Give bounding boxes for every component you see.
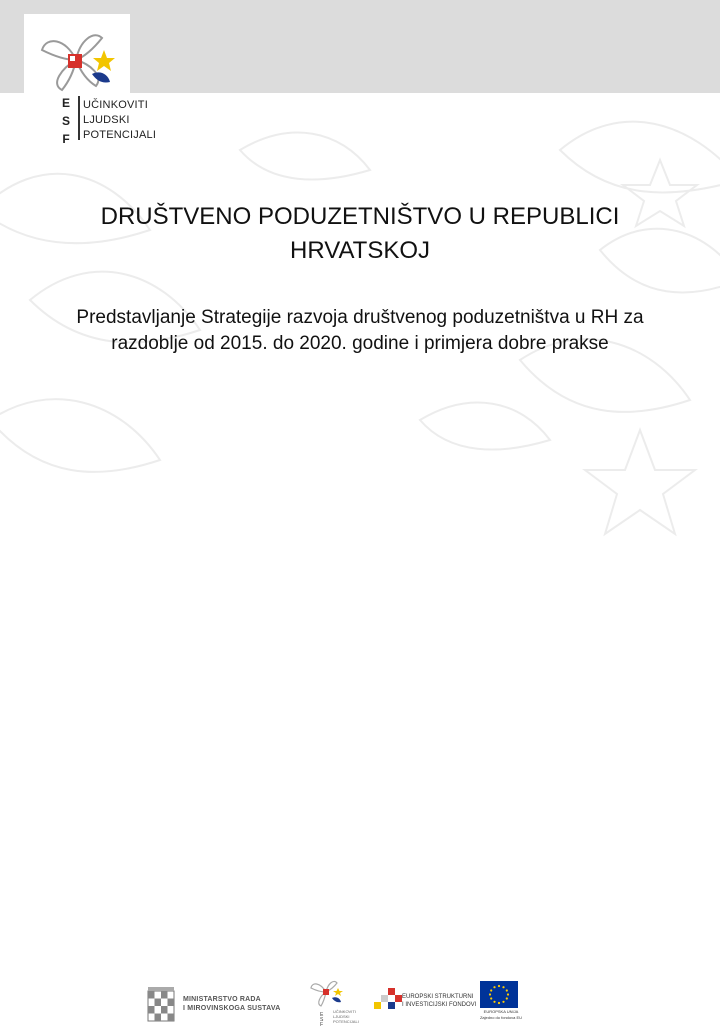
esf-small-word-1: UČINKOVITI [333, 1009, 356, 1014]
esf-word-2: LJUDSKI [83, 114, 130, 126]
eu-caption [473, 1009, 529, 1021]
svg-text:F: F [320, 1022, 324, 1028]
esf-word-1: UČINKOVITI [83, 99, 148, 111]
esf-small-words [333, 1009, 359, 1024]
esf-small-word-2: LJUDSKI [333, 1014, 350, 1019]
svg-text:S: S [320, 1017, 324, 1023]
eu-flag-icon [480, 981, 518, 1008]
esf-divider [78, 96, 80, 140]
svg-text:E: E [320, 1012, 324, 1018]
ministry-line-2: I MIROVINSKOGA SUSTAVA [183, 1005, 281, 1012]
esf-letters [60, 94, 72, 148]
footer-logos [0, 488, 720, 1028]
esf-word-3: POTENCIJALI [83, 129, 157, 141]
esf-letter-e: E [61, 96, 70, 110]
slide-title: DRUŠTVENO PODUZETNIŠTVO U REPUBLICI HRVATSKOJ [100, 203, 620, 264]
eu-caption-line-2: Zajedno do fondova EU [479, 1015, 523, 1020]
ministry-line-1: MINISTARSTVO RADA [183, 996, 261, 1003]
ministry-name [183, 995, 280, 1013]
eu-funds-line-1: EUROPSKI STRUKTURNI [402, 994, 474, 1000]
eu-funds-name [402, 993, 476, 1009]
esf-small-word-3: POTENCIJALI [333, 1019, 359, 1024]
eu-caption-line-1: EUROPSKA UNIJA [483, 1009, 519, 1014]
esf-letter-s: S [61, 114, 70, 128]
esf-flower-icon [36, 28, 120, 92]
slide-subtitle: Predstavljanje Strategije razvoja društvenog poduzetništva u RH za razdoblje od 2015. do 2020. godine i primjera dobre prakse [76, 307, 644, 354]
esf-letter-f: F [62, 132, 70, 146]
esf-words [83, 98, 156, 143]
eu-funds-line-2: I INVESTICIJSKI FONDOVI [402, 1002, 477, 1008]
